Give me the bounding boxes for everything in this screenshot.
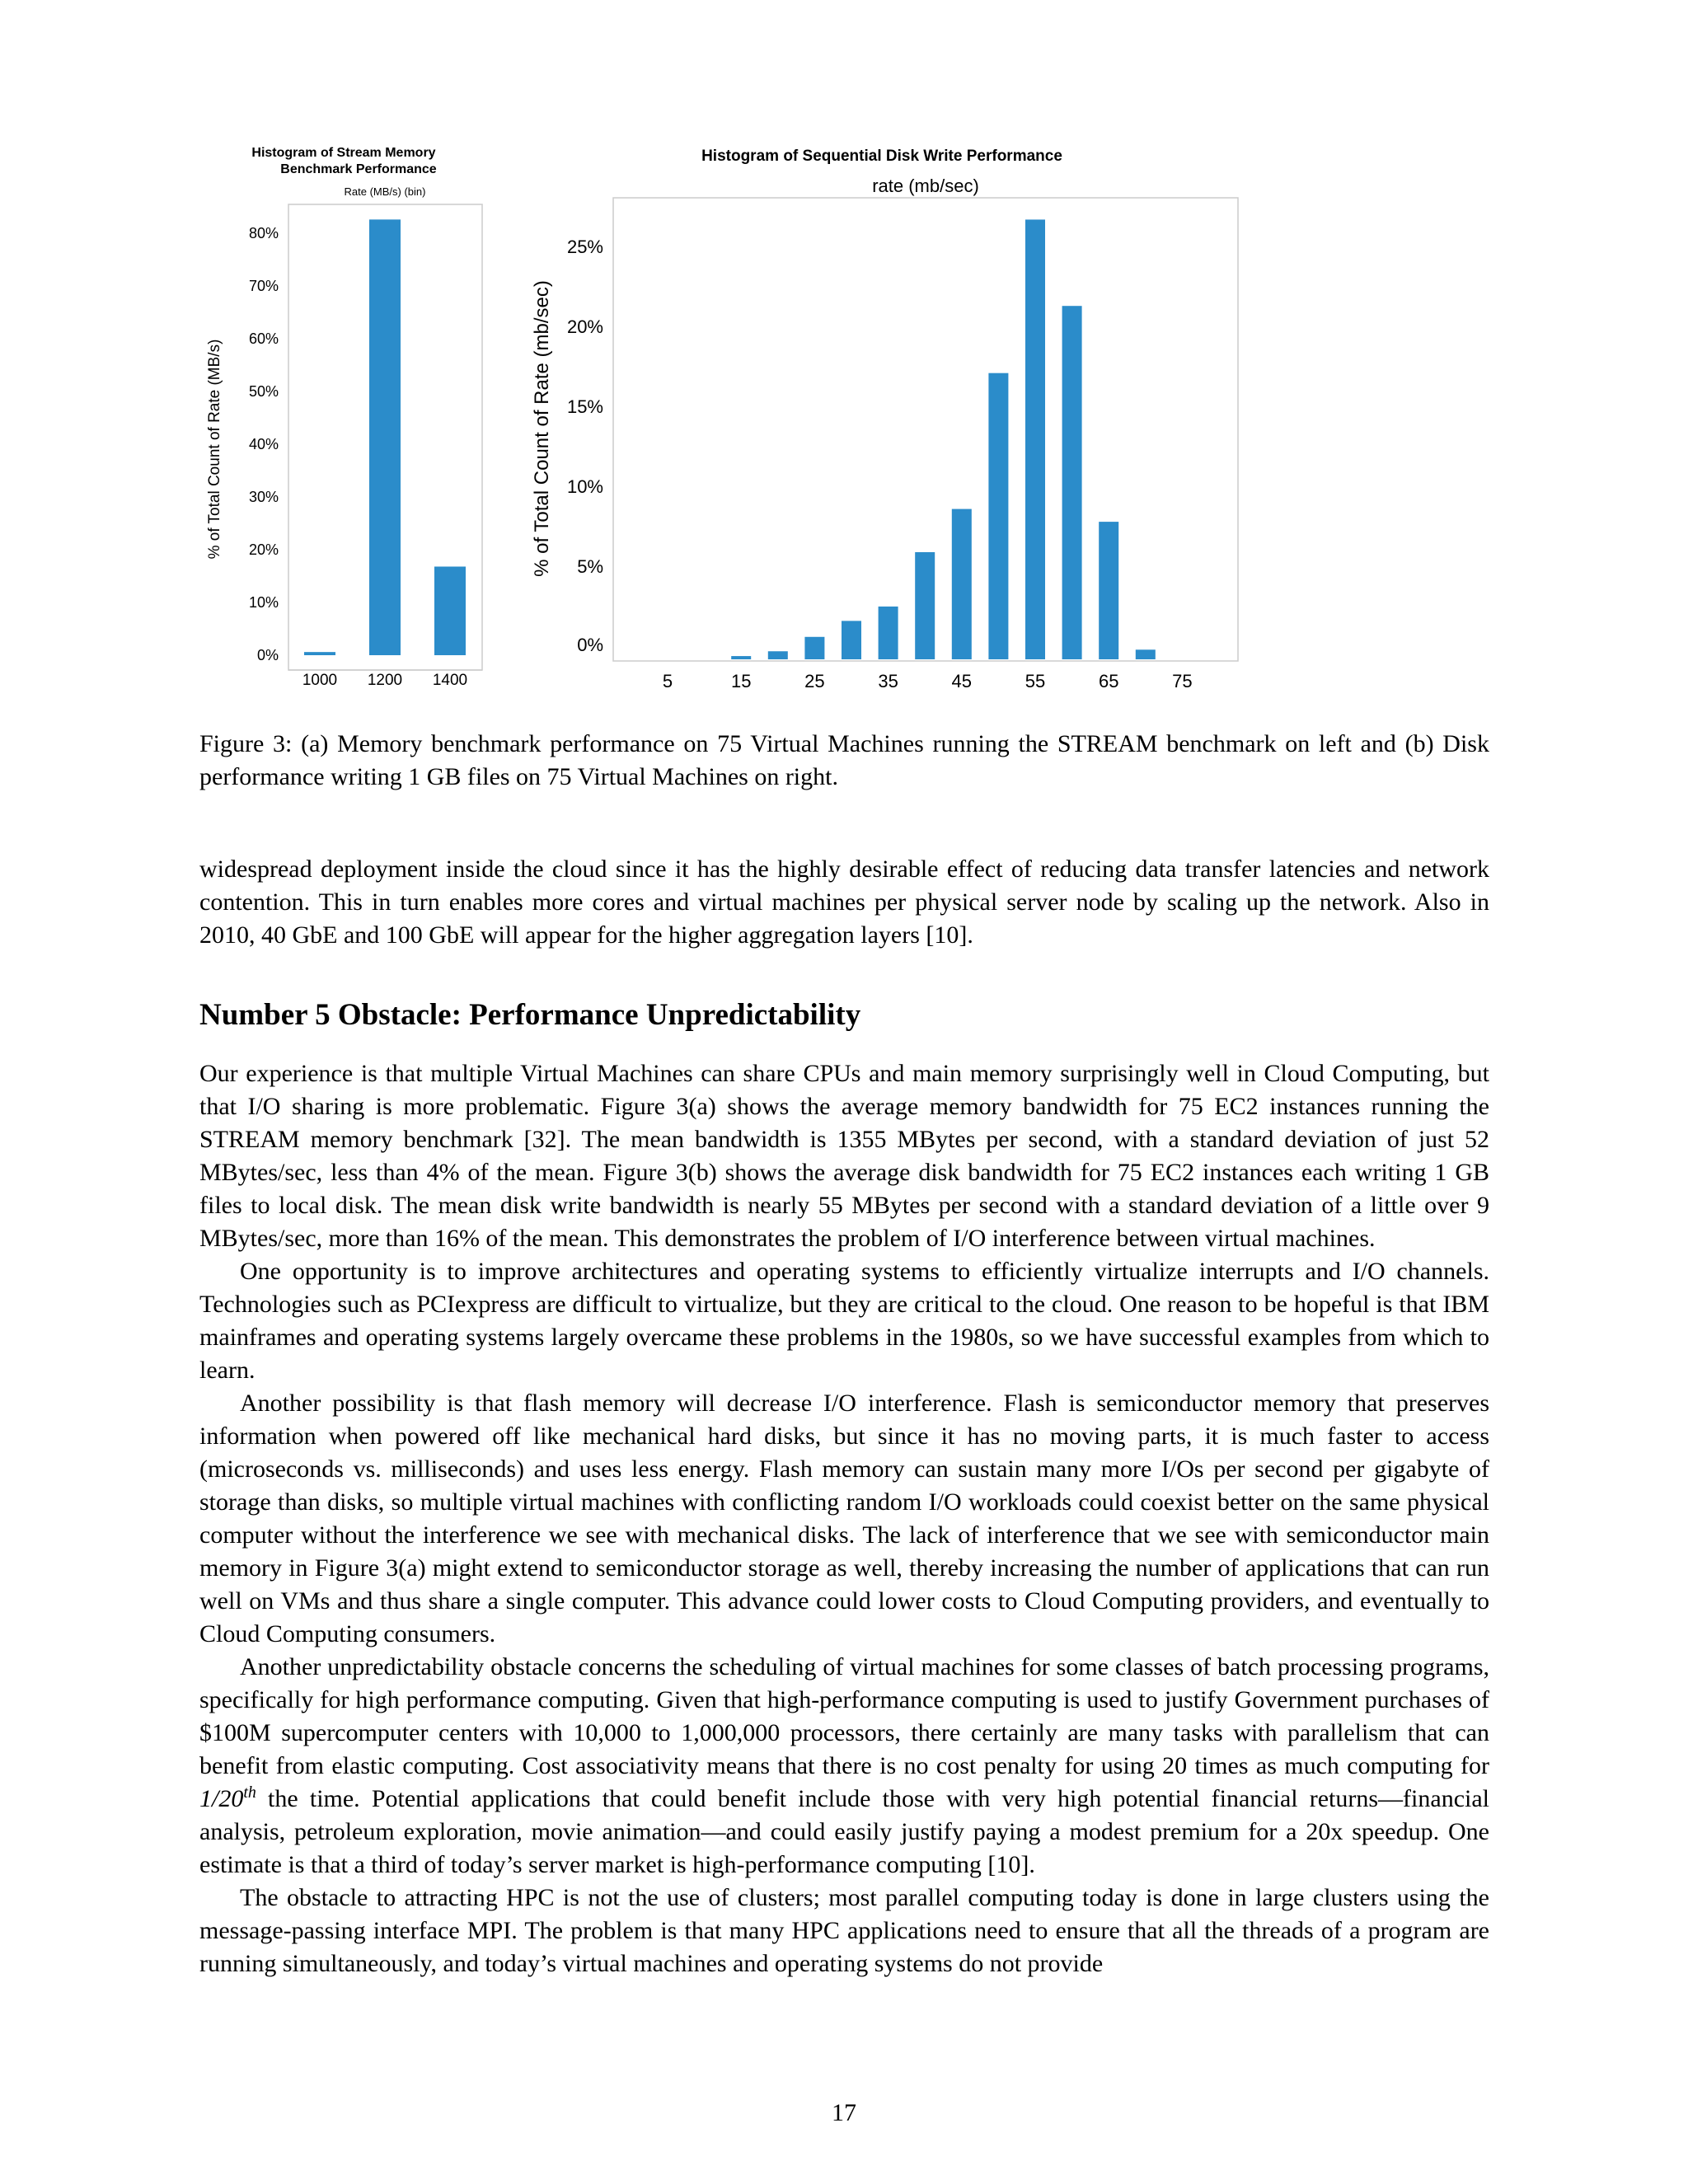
bar-20 xyxy=(768,651,788,659)
y-tick-label: 20% xyxy=(248,541,279,558)
x-tick-label: 15 xyxy=(730,671,752,691)
chart-y-axis-label: % of Total Count of Rate (mb/sec) xyxy=(531,280,553,577)
y-tick-label: 60% xyxy=(248,330,279,347)
x-tick-label: 1200 xyxy=(367,672,403,689)
y-tick-label: 10% xyxy=(566,476,603,497)
bar-1000 xyxy=(304,652,335,655)
stream-memory-histogram xyxy=(190,140,495,701)
page-number: 17 xyxy=(832,2099,856,2126)
paragraph-3: Another possibility is that flash memory will decrease I/O interference. Flash is semiconductor memory that preserves information when powered off like mechanical hard disks, but since it has no moving parts, it is much faster to access (microseconds vs. milliseconds) and uses less energy. Flash memory can sustain many more I/Os per second per gigabyte of storage than disks, so multiple virtual machines with conflicting random I/O workloads could coexist better on the same physical computer without the interference we see with mechanical disks. The lack of interference that we see with semiconductor main memory in Figure 3(a) might extend to semiconductor storage as well, thereby increasing the number of applications that can run well on VMs and thus share a single computer. This advance could lower costs to Cloud Computing providers, and eventually to Cloud Computing consumers. xyxy=(199,1390,1489,1647)
disk-write-histogram xyxy=(519,140,1261,701)
chart-y-axis-label: % of Total Count of Rate (MB/s) xyxy=(206,339,223,560)
bar-65 xyxy=(1099,522,1118,659)
paragraph-4 xyxy=(199,1651,1489,1882)
y-tick-label: 30% xyxy=(248,489,279,505)
x-tick-label: 25 xyxy=(804,671,825,691)
chart-top-axis-label: Rate (MB/s) (bin) xyxy=(344,185,426,198)
x-tick-label: 55 xyxy=(1025,671,1046,691)
bar-50 xyxy=(988,373,1008,659)
x-tick-label: 1000 xyxy=(302,672,338,689)
bar-60 xyxy=(1062,306,1082,659)
bar-15 xyxy=(731,656,751,659)
chart-title-line2: Benchmark Performance xyxy=(280,162,437,176)
y-tick-label: 5% xyxy=(577,556,603,577)
y-tick-label: 40% xyxy=(248,436,279,452)
section-heading: Number 5 Obstacle: Performance Unpredictability xyxy=(199,998,861,1032)
x-tick-label: 65 xyxy=(1098,671,1119,691)
math-base: 1/20 xyxy=(199,1785,244,1812)
y-tick-label: 80% xyxy=(248,225,279,241)
figure-caption: Figure 3: (a) Memory benchmark performance on 75 Virtual Machines running the STREAM benchmark on left and (b) Disk performance writing 1 GB files on 75 Virtual Machines on right. xyxy=(199,730,1489,790)
bar-1200 xyxy=(369,219,401,655)
x-tick-label: 1400 xyxy=(432,672,468,689)
section-body xyxy=(199,1057,1489,1980)
x-tick-label: 35 xyxy=(878,671,898,691)
paragraph-2: One opportunity is to improve architectures and operating systems to efficiently virtualize interrupts and I/O channels. Technologies such as PCIexpress are difficult to virtualize, but they are critical to the cloud. One reason to be hopeful is that IBM mainframes and operating systems largely overcame these problems in the 1980s, so we have successful examples from which to learn. xyxy=(199,1258,1489,1384)
y-tick-label: 70% xyxy=(248,278,279,294)
bar-1400 xyxy=(434,566,466,655)
x-tick-label: 45 xyxy=(951,671,973,691)
y-tick-label: 15% xyxy=(566,396,603,417)
bar-25 xyxy=(804,637,824,659)
y-tick-label: 25% xyxy=(566,237,603,257)
paragraph-4-text-b: the time. Potential applications that could benefit include those with very high potential financial returns—financial analysis, petroleum exploration, movie animation—and could easily justify paying a modest premium for a 20x speedup. One estimate is that a third of today’s server market is high-performance computing [10]. xyxy=(199,1785,1489,1878)
math-expression xyxy=(199,1785,256,1812)
bar-30 xyxy=(842,621,861,659)
y-tick-label: 50% xyxy=(248,383,279,400)
chart-title: Histogram of Sequential Disk Write Performance xyxy=(701,148,1062,165)
chart-title-line1: Histogram of Stream Memory xyxy=(251,146,436,160)
chart-top-axis-label: rate (mb/sec) xyxy=(872,176,979,196)
y-tick-label: 0% xyxy=(577,635,603,655)
x-tick-label: 5 xyxy=(662,671,673,691)
math-superscript: th xyxy=(243,1783,256,1802)
paragraph-5: The obstacle to attracting HPC is not the use of clusters; most parallel computing today is done in large clusters using the message-passing interface MPI. The problem is that many HPC applications need to ensure that all the threads of a program are running simultaneously, and today’s virtual machines and operating systems do not provide xyxy=(199,1884,1489,1977)
intro-paragraph-block xyxy=(199,853,1489,952)
paragraph-4-text-a: Another unpredictability obstacle concerns the scheduling of virtual machines for some classes of batch processing programs, specifically for high performance computing. Given that high-performance computing is used to justify Government purchases of $100M supercomputer centers with 10,000 to 1,000,000 processors, there certainly are many tasks with parallelism that can benefit from elastic computing. Cost associativity means that there is no cost penalty for using 20 times as much computing for xyxy=(199,1653,1489,1779)
y-tick-label: 10% xyxy=(248,594,279,611)
y-tick-label: 0% xyxy=(256,647,279,663)
x-tick-label: 75 xyxy=(1172,671,1193,691)
bar-70 xyxy=(1136,649,1156,659)
paragraph-1: Our experience is that multiple Virtual Machines can share CPUs and main memory surprisingly well in Cloud Computing, but that I/O sharing is more problematic. Figure 3(a) shows the average memory bandwidth for 75 EC2 instances running the STREAM memory benchmark [32]. The mean bandwidth is 1355 MBytes per second, with a standard deviation of just 52 MBytes/sec, less than 4% of the mean. Figure 3(b) shows the average disk bandwidth for 75 EC2 instances each writing 1 GB files to local disk. The mean disk write bandwidth is nearly 55 MBytes per second with a standard deviation of a little over 9 MBytes/sec, more than 16% of the mean. This demonstrates the problem of I/O interference between virtual machines. xyxy=(199,1060,1489,1252)
bar-40 xyxy=(915,552,935,659)
bar-45 xyxy=(952,509,972,659)
bar-35 xyxy=(879,607,898,659)
intro-paragraph: widespread deployment inside the cloud since it has the highly desirable effect of reducing data transfer latencies and network contention. This in turn enables more cores and virtual machines per physical server node by scaling up the network. Also in 2010, 40 GbE and 100 GbE will appear for the higher aggregation layers [10]. xyxy=(199,855,1489,949)
bar-55 xyxy=(1025,219,1045,659)
y-tick-label: 20% xyxy=(566,316,603,337)
